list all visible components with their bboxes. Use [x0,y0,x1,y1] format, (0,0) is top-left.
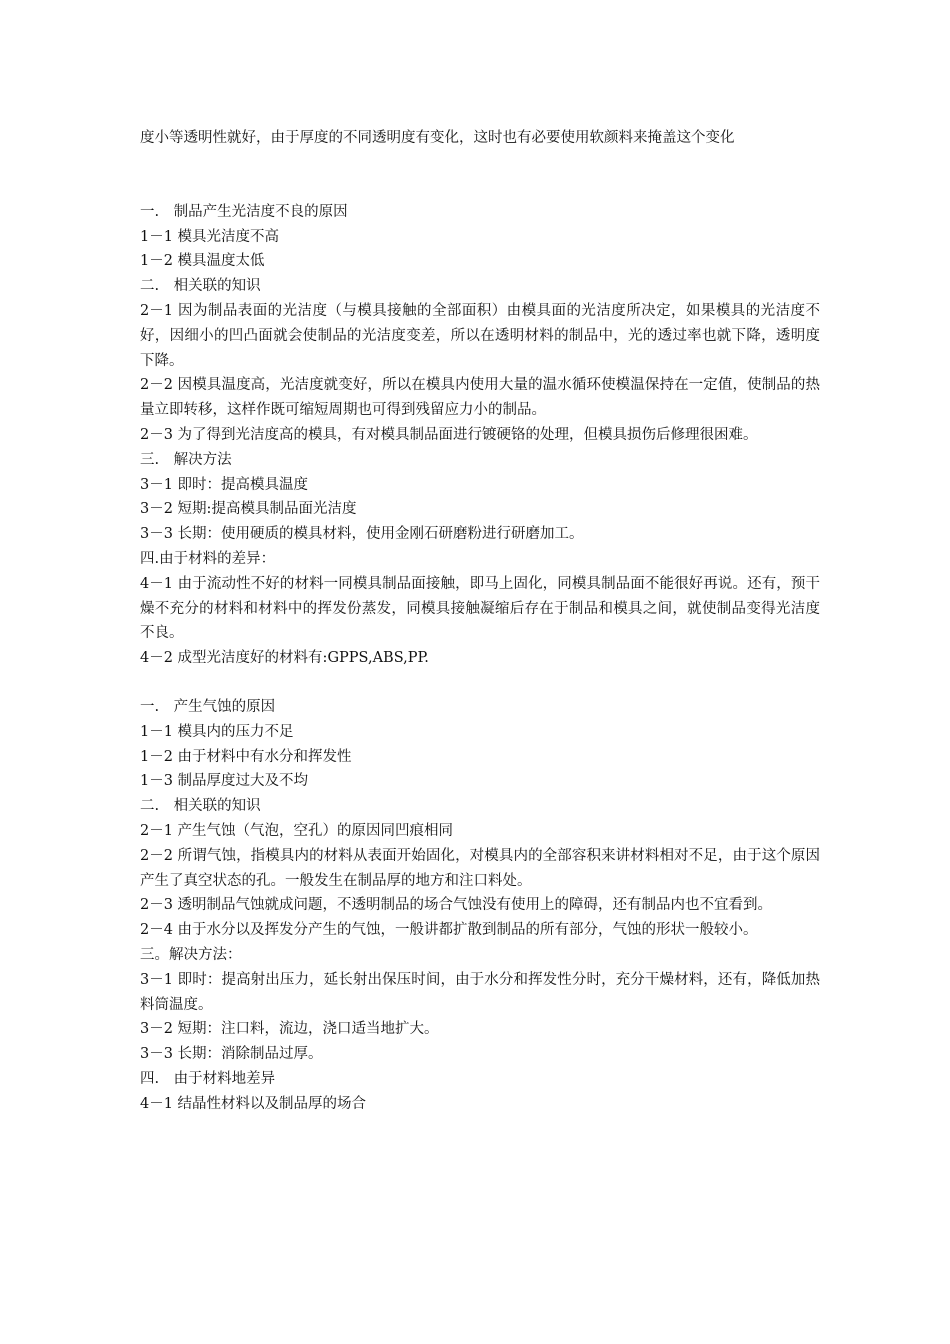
list-item: 3－3 长期：消除制品过厚。 [140,1046,323,1063]
list-item: 3－2 短期：注口料，流边，浇口适当地扩大。 [140,1021,439,1038]
document-page [140,126,820,1116]
heading-cause: 一. 产生气蚀的原因 [140,698,276,715]
heading-knowledge: 二. 相关联的知识 [140,798,261,815]
list-item: 4－2 成型光洁度好的材料有:GPPS,ABS,PP. [140,650,429,667]
intro-paragraph: 度小等透明性就好，由于厚度的不同透明度有变化，这时也有必要使用软颜料来掩盖这个变化 [140,130,735,146]
heading-solution: 三。解决方法： [140,946,242,963]
list-item: 2－1 因为制品表面的光洁度（与模具接触的全部面积）由模具面的光洁度所决定，如果模具的光洁度不好，因细小的凹凸面就会使制品的光洁度变差，所以在透明材料的制品中，光的透过率也就下降，透明度下降。 [140,302,820,369]
list-item: 1－2 由于材料中有水分和挥发性 [140,748,352,765]
spacer [140,151,820,200]
list-item: 2－3 为了得到光洁度高的模具，有对模具制品面进行镀硬铬的处理，但模具损伤后修理很困难。 [140,426,758,443]
list-item: 2－3 透明制品气蚀就成问题，不透明制品的场合气蚀没有使用上的障碍，还有制品内也不宜看到。 [140,897,773,914]
heading-material: 四.由于材料的差异： [140,550,276,567]
section-voids [140,695,820,1117]
list-item: 1－1 模具光洁度不高 [140,228,280,245]
list-item: 3－1 即时：提高模具温度 [140,476,309,493]
list-item: 1－3 制品厚度过大及不均 [140,773,309,790]
heading-cause: 一. 制品产生光洁度不良的原因 [140,203,348,220]
list-item: 4－1 结晶性材料以及制品厚的场合 [140,1095,367,1112]
heading-knowledge: 二. 相关联的知识 [140,278,261,295]
list-item: 4－1 由于流动性不好的材料一同模具制品面接触，即马上固化，同模具制品面不能很好再说。还有，预干燥不充分的材料和材料中的挥发份蒸发，同模具接触凝缩后存在于制品和模具之间，就使制品变得光洁度不良。 [140,575,820,642]
list-item: 3－3 长期：使用硬质的模具材料，使用金刚石研磨粉进行研磨加工。 [140,526,584,543]
heading-material: 四. 由于材料地差异 [140,1070,276,1087]
list-item: 2－1 产生气蚀（气泡，空孔）的原因同凹痕相同 [140,822,454,839]
list-item: 1－1 模具内的压力不足 [140,723,294,740]
spacer [140,671,820,695]
heading-solution: 三. 解决方法 [140,451,232,468]
list-item: 2－2 所谓气蚀，指模具内的材料从表面开始固化，对模具内的全部容积来讲材料相对不足，由于这个原因产生了真空状态的孔。一般发生在制品厚的地方和注口料处。 [140,847,820,889]
list-item: 1－2 模具温度太低 [140,253,265,270]
list-item: 2－2 因模具温度高，光洁度就变好，所以在模具内使用大量的温水循环使模温保持在一定值，使制品的热量立即转移，这样作既可缩短周期也可得到残留应力小的制品。 [140,377,820,419]
section-gloss-defects [140,200,820,671]
list-item: 3－1 即时：提高射出压力，延长射出保压时间，由于水分和挥发性分时，充分干燥材料，还有，降低加热料筒温度。 [140,971,820,1013]
list-item: 3－2 短期:提高模具制品面光洁度 [140,501,357,518]
list-item: 2－4 由于水分以及挥发分产生的气蚀，一般讲都扩散到制品的所有部分，气蚀的形状一般较小。 [140,922,758,939]
